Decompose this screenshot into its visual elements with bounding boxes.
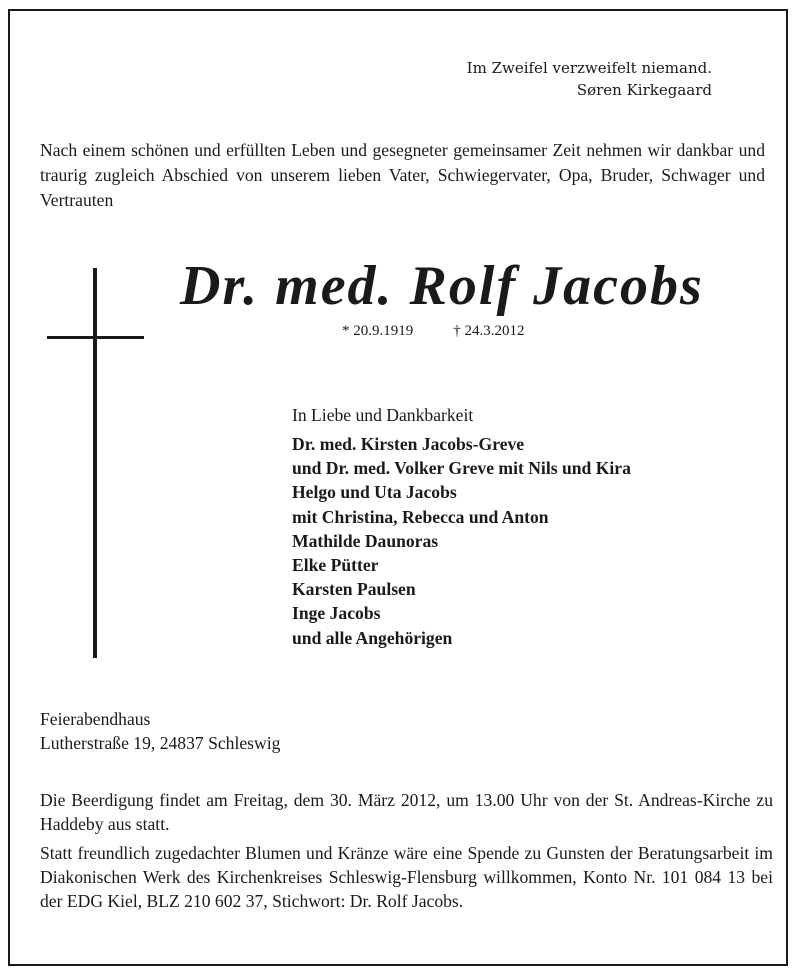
- mourner-name: und Dr. med. Volker Greve mit Nils und Kira: [292, 458, 631, 479]
- address-line-2: Lutherstraße 19, 24837 Schleswig: [40, 733, 281, 753]
- life-dates: [342, 323, 525, 340]
- mourners-block: [292, 403, 631, 650]
- funeral-notice: Die Beerdigung findet am Freitag, dem 30. März 2012, um 13.00 Uhr von der St. Andreas-Kirche zu Haddeby aus statt.: [40, 790, 773, 834]
- mourner-name: Elke Pütter: [292, 555, 379, 576]
- death-date: † 24.3.2012: [453, 323, 525, 339]
- epigraph-text: Im Zweifel verzweifelt niemand.: [466, 59, 712, 77]
- epigraph: [467, 57, 712, 101]
- mourner-name: Dr. med. Kirsten Jacobs-Greve: [292, 434, 525, 454]
- mourner-name: mit Christina, Rebecca und Anton: [292, 506, 549, 527]
- birth-date: * 20.9.1919: [342, 323, 414, 339]
- mourner-name: und alle Angehörigen: [292, 627, 453, 648]
- address-line-1: Feierabendhaus: [40, 709, 151, 729]
- deceased-name: Dr. med. Rolf Jacobs: [180, 255, 704, 317]
- cross-icon-vertical: [93, 268, 97, 658]
- address-block: [40, 707, 280, 755]
- obituary-frame: [8, 9, 788, 966]
- mourners-greeting: In Liebe und Dankbarkeit: [292, 405, 474, 425]
- intro-text: Nach einem schönen und erfüllten Leben und gesegneter gemeinsamer Zeit nehmen wir dankbar und traurig zugleich Abschied von unserem lieben Vater, Schwiegervater, Opa, Bruder, Schwager und Vertrauten: [40, 140, 765, 210]
- mourner-name: Helgo und Uta Jacobs: [292, 482, 457, 503]
- mourner-name: Inge Jacobs: [292, 603, 381, 624]
- mourner-name: Karsten Paulsen: [292, 579, 416, 600]
- cross-icon-horizontal: [47, 336, 144, 339]
- epigraph-author: Søren Kirkegaard: [576, 81, 712, 99]
- donation-notice: Statt freundlich zugedachter Blumen und Kränze wäre eine Spende zu Gunsten der Beratungsarbeit im Diakonischen Werk des Kirchenkreises Schleswig-Flensburg willkommen, Konto Nr. 101 084 13 bei der EDG Kiel, BLZ 210 602 37, Stichwort: Dr. Rolf Jacobs.: [40, 843, 773, 911]
- mourner-name: Mathilde Daunoras: [292, 530, 439, 551]
